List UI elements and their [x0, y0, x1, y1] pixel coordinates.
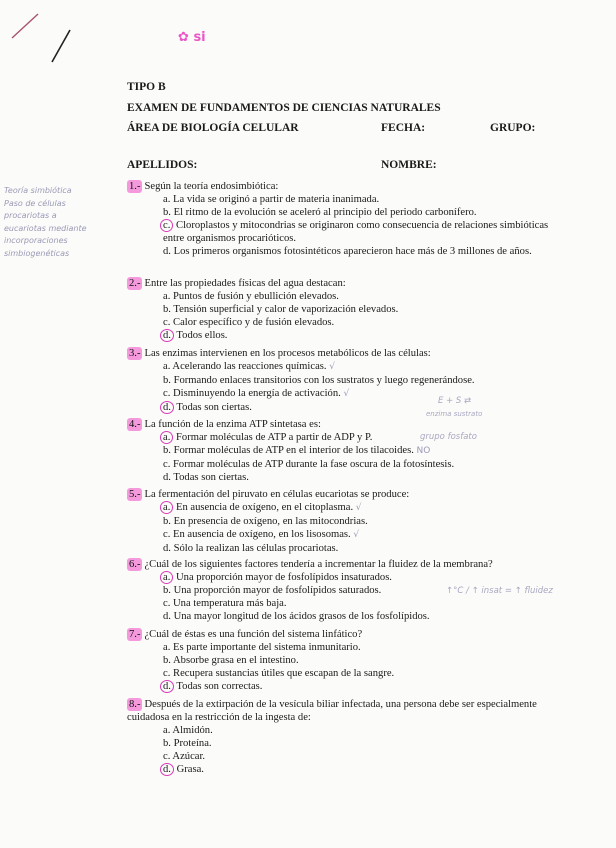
option-d-text: Todas son ciertas.	[173, 402, 252, 413]
pencil-note-no: NO	[416, 446, 431, 456]
option-c: c. Recupera sustancias útiles que escapan de la sangre.	[163, 668, 395, 679]
option-a: a. Es parte importante del sistema inmunitario.	[163, 642, 361, 653]
answer-circle-mark: a.	[160, 431, 173, 444]
option-d: d. Sólo la realizan las células procariotas.	[163, 543, 339, 554]
option-b: b. Absorbe grasa en el intestino.	[163, 655, 299, 666]
handwritten-mark-top	[178, 30, 206, 45]
option-c-text: Cloroplastos y mitocondrias se originaron como consecuencia de relaciones simbióticas entre organismos procarióticos.	[163, 220, 549, 244]
option-b: b. El ritmo de la evolución se aceleró al principio del periodo carbonífero.	[163, 207, 477, 218]
question-7	[127, 628, 555, 693]
check-mark-icon: √	[343, 389, 350, 399]
option-d-text: Todos ellos.	[173, 330, 228, 341]
question-number: 4.-	[129, 419, 141, 430]
option-b: b. En presencia de oxígeno, en las mitocondrias.	[163, 516, 368, 527]
pink-blot-icon: ✿	[178, 30, 189, 45]
answer-circle-mark: c.	[160, 219, 173, 232]
option-a: a. Puntos de fusión y ebullición elevados.	[163, 291, 339, 302]
option-b: b. Proteína.	[163, 738, 212, 749]
option-d	[163, 680, 555, 693]
exam-type: TIPO B	[127, 81, 166, 93]
question-text: Según la teoría endosimbiótica:	[144, 181, 279, 192]
question-number: 5.-	[129, 489, 141, 500]
check-mark-icon: √	[355, 503, 362, 513]
question-3	[127, 347, 555, 414]
option-c: c. Azúcar.	[163, 751, 206, 762]
question-number: 7.-	[129, 629, 141, 640]
answer-circle-mark: d.	[160, 680, 174, 693]
option-a	[163, 501, 555, 515]
option-d	[163, 763, 555, 776]
option-c	[163, 528, 555, 542]
surname-label: APELLIDOS:	[127, 159, 198, 171]
question-number: 2.-	[129, 278, 141, 289]
exam-title: EXAMEN DE FUNDAMENTOS DE CIENCIAS NATURALES	[127, 102, 441, 114]
question-text: Entre las propiedades físicas del agua destacan:	[144, 278, 346, 289]
check-mark-icon: √	[329, 362, 335, 372]
option-a	[163, 431, 555, 444]
pencil-note-phosphate: grupo fosfato	[420, 432, 477, 442]
option-a-text: Una proporción mayor de fosfolípidos insaturados.	[173, 572, 392, 583]
margin-note-line: incorporaciones	[4, 236, 68, 245]
answer-circle-mark: a.	[160, 501, 173, 514]
option-b	[163, 444, 555, 458]
question-5	[127, 488, 555, 555]
answer-circle-mark: d.	[160, 401, 174, 414]
option-d	[163, 329, 555, 342]
answer-circle-mark: a.	[160, 571, 173, 584]
option-c: c. Calor específico y de fusión elevados.	[163, 317, 335, 328]
margin-note-line: Paso de células	[4, 198, 66, 208]
margin-note	[4, 185, 129, 260]
question-2	[127, 277, 555, 342]
date-label: FECHA:	[381, 122, 426, 134]
question-text: ¿Cuál de los siguientes factores tendería a incrementar la fluidez de la membrana?	[144, 559, 493, 570]
option-a: a. Almidón.	[163, 725, 213, 736]
option-c: c. Una temperatura más baja.	[163, 598, 287, 609]
option-d: d. Una mayor longitud de los ácidos grasos de los fosfolípidos.	[163, 611, 430, 622]
option-d: d. Los primeros organismos fotosintéticos aparecieron hace más de 3 millones de años.	[163, 246, 532, 257]
option-a	[163, 360, 555, 374]
option-a	[163, 571, 555, 584]
option-c	[163, 219, 555, 245]
margin-note-line: eucariotas mediante	[4, 223, 87, 233]
answer-circle-mark: d.	[160, 763, 174, 776]
question-text: La función de la enzima ATP sintetasa es:	[144, 419, 321, 430]
question-number: 3.-	[129, 348, 141, 359]
question-number: 6.-	[129, 559, 141, 570]
margin-note-line: procariotas a	[4, 211, 57, 220]
name-label: NOMBRE:	[381, 159, 437, 171]
option-c: c. Formar moléculas de ATP durante la fase oscura de la fotosíntesis.	[163, 459, 455, 470]
top-mark-text: si	[193, 30, 206, 45]
question-8	[127, 698, 555, 776]
option-d	[163, 401, 555, 414]
question-4	[127, 418, 555, 484]
option-a-text: Formar moléculas de ATP a partir de ADP y P.	[173, 432, 373, 443]
option-c-text: c. En ausencia de oxígeno, en los lisosomas.	[163, 529, 351, 540]
answer-circle-mark: d.	[160, 329, 174, 342]
option-a-text: a. Acelerando las reacciones químicas.	[163, 361, 327, 372]
check-mark-icon: √	[353, 530, 360, 540]
option-d-text: Grasa.	[173, 764, 204, 775]
margin-note-line: simbiogenéticas	[4, 248, 70, 258]
question-text: ¿Cuál de éstas es una función del sistema linfático?	[144, 629, 363, 640]
question-number: 8.-	[129, 699, 141, 710]
exam-area: ÁREA DE BIOLOGÍA CELULAR	[127, 122, 299, 134]
option-c-text: c. Disminuyendo la energía de activación.	[163, 388, 341, 399]
question-text: Las enzimas intervienen en los procesos metabólicos de las células:	[144, 348, 431, 359]
group-label: GRUPO:	[490, 122, 536, 134]
pencil-note-enzyme: E + S ⇄	[438, 396, 472, 406]
option-d: d. Todas son ciertas.	[163, 472, 249, 483]
question-number: 1.-	[129, 181, 141, 192]
option-a-text: En ausencia de oxígeno, en el citoplasma.	[173, 502, 354, 513]
option-b	[163, 374, 555, 387]
option-b-text: b. Formar moléculas de ATP en el interior de los tilacoides.	[163, 445, 414, 456]
option-c	[163, 387, 555, 401]
question-text: Después de la extirpación de la vesícula biliar infectada, una persona debe ser especialmente cuidadosa en la restricción de la ingesta de:	[127, 699, 537, 723]
option-b: b. Una proporción mayor de fosfolípidos saturados.	[163, 585, 382, 596]
option-a: a. La vida se originó a partir de materia inanimada.	[163, 194, 380, 205]
margin-note-line: Teoría simbiótica	[4, 186, 72, 195]
pencil-note-enzyme-substrate: enzima sustrato	[426, 410, 483, 418]
option-d-text: Todas son correctas.	[173, 681, 263, 692]
option-b-text: b. Formando enlaces transitorios con los sustratos y luego regenerándose.	[163, 375, 475, 386]
option-b: b. Tensión superficial y calor de vaporización elevados.	[163, 304, 399, 315]
question-text: La fermentación del piruvato en células eucariotas se produce:	[144, 489, 410, 500]
question-1	[127, 180, 555, 258]
pencil-note-fluidity: ↑°C / ↑ insat = ↑ fluidez	[446, 586, 553, 596]
pen-stroke-marks	[0, 0, 120, 80]
